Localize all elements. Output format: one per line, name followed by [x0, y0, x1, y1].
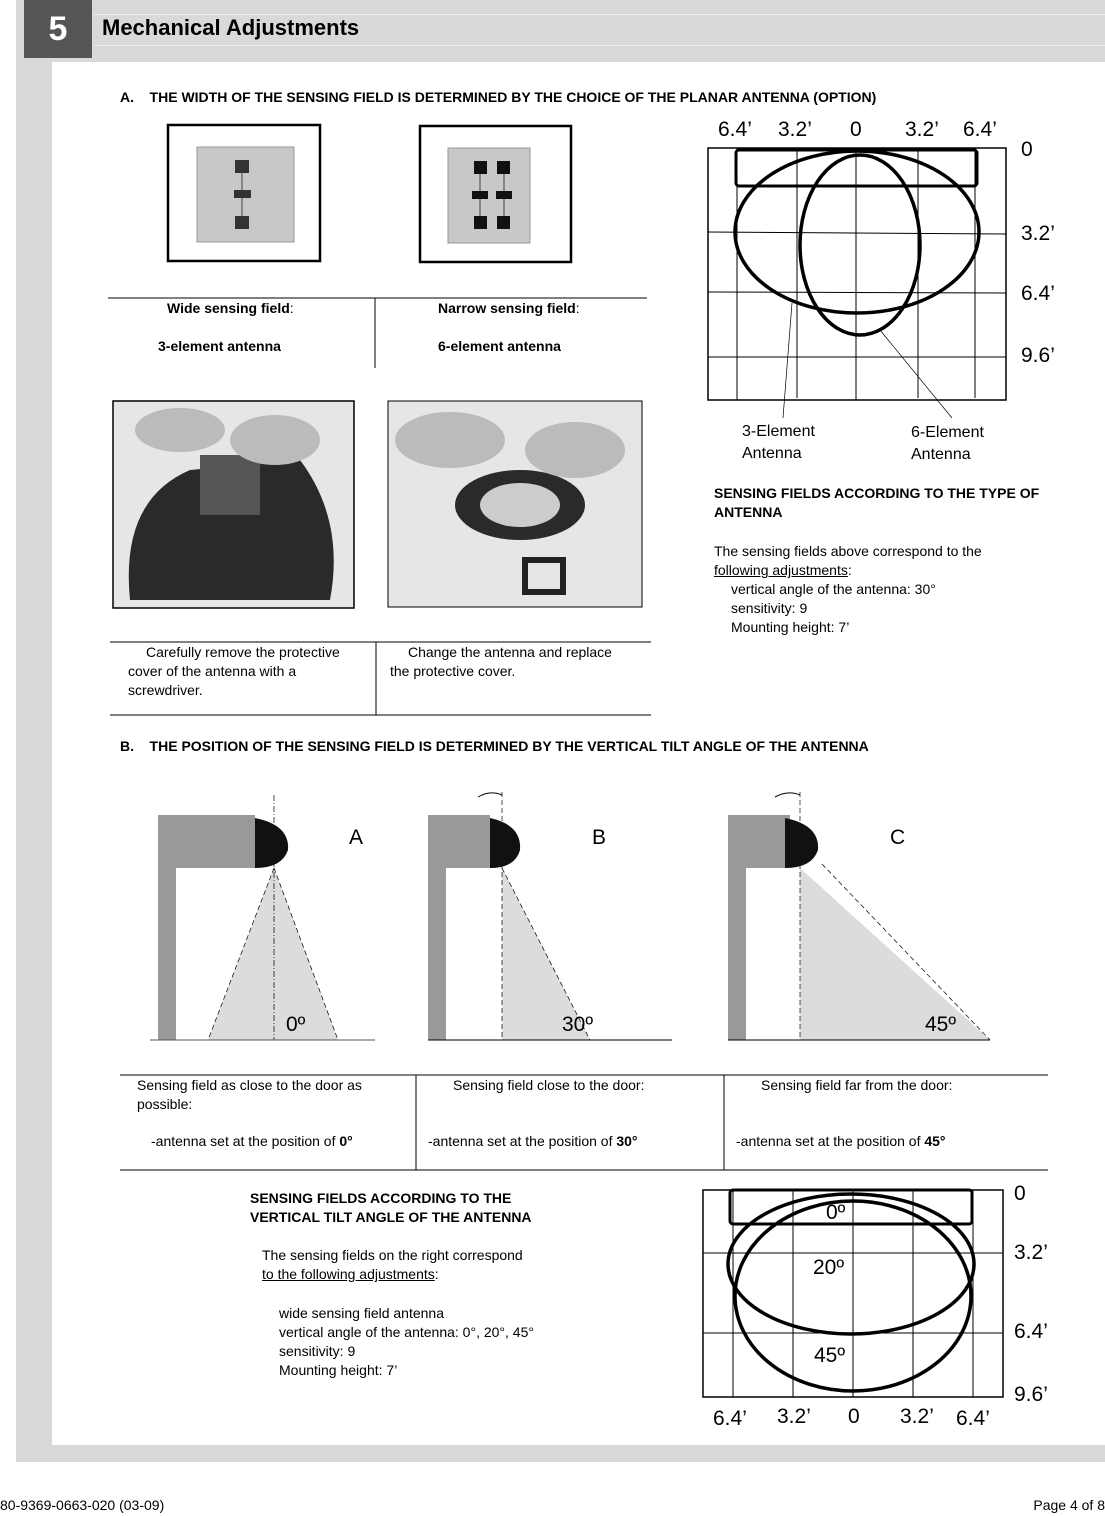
- part-a-heading: A. THE WIDTH OF THE SENSING FIELD IS DETERMINED BY THE CHOICE OF THE PLANAR ANTENNA (OPTION): [120, 89, 877, 105]
- tilt-info-item: wide sensing field antenna: [279, 1305, 445, 1321]
- three-element-antenna-image: [168, 125, 320, 261]
- page-number: Page 4 of 8: [1033, 1497, 1105, 1513]
- y-label: 9.6’: [1021, 344, 1055, 367]
- antenna-info-intro: The sensing fields above correspond to the: [714, 543, 982, 559]
- tilt-figure-c: [728, 792, 990, 1040]
- callout-3-element: [742, 421, 815, 465]
- y-label: 3.2’: [1021, 222, 1055, 245]
- x-label: 3.2’: [900, 1405, 934, 1428]
- x-label: 3.2’: [778, 118, 812, 141]
- antenna-info-item: vertical angle of the antenna: 30°: [731, 581, 936, 597]
- antenna-info-intro-link: following adjustments: [714, 562, 848, 578]
- doc-number: 80-9369-0663-020 (03-09): [0, 1497, 165, 1513]
- photo-change-antenna: [388, 401, 642, 607]
- step-change-antenna: Change the antenna and replace the protective cover.: [390, 644, 612, 679]
- y-label: 9.6’: [1014, 1383, 1048, 1406]
- figure-c-desc: Sensing field far from the door:: [761, 1077, 953, 1093]
- figure-b-setting: -antenna set at the position of: [428, 1133, 617, 1149]
- antenna-info-item: Mounting height: 7’: [731, 619, 850, 635]
- tilt-info-intro-link: to the following adjustments: [262, 1266, 435, 1282]
- figure-letter: B: [592, 826, 607, 849]
- antenna-field-diagram: [708, 148, 1006, 418]
- field-label: 20º: [813, 1256, 845, 1279]
- angle-label: 30º: [562, 1013, 594, 1036]
- figure-a-value: 0°: [339, 1133, 353, 1149]
- figure-b-desc: Sensing field close to the door:: [453, 1077, 645, 1093]
- antenna-info-title: SENSING FIELDS ACCORDING TO THE TYPE OF ANTENNA: [714, 485, 1040, 520]
- narrow-field-antenna: 6-element antenna: [438, 338, 561, 354]
- angle-label: 0º: [286, 1013, 306, 1036]
- tilt-info-item: vertical angle of the antenna: 0°, 20°, 45°: [279, 1324, 534, 1340]
- section-title: Mechanical Adjustments: [102, 15, 360, 40]
- y-label: 3.2’: [1014, 1241, 1048, 1264]
- wide-field-label: Wide sensing field: [167, 300, 290, 316]
- angle-label: 45º: [925, 1013, 957, 1036]
- x-label: 6.4’: [963, 118, 997, 141]
- antenna-info-item: sensitivity: 9: [731, 600, 808, 616]
- tilt-figure-b: [428, 792, 672, 1040]
- callout-line: Antenna: [911, 446, 971, 463]
- tilt-field-diagram: [703, 1190, 1003, 1397]
- field-label: 0º: [826, 1201, 846, 1224]
- x-label: 0: [850, 118, 862, 141]
- narrow-field-label: Narrow sensing field: [438, 300, 576, 316]
- tilt-info-item: Mounting height: 7’: [279, 1362, 398, 1378]
- tilt-figure-a: [150, 795, 375, 1040]
- callout-line: Antenna: [742, 445, 802, 462]
- figure-letter: A: [349, 826, 364, 849]
- callout-line: 6-Element: [911, 424, 984, 441]
- tilt-info-intro: The sensing fields on the right correspond: [262, 1247, 523, 1263]
- colon: :: [575, 300, 580, 316]
- colon: :: [434, 1266, 439, 1282]
- figure-b-value: 30°: [616, 1133, 638, 1149]
- y-label: 6.4’: [1021, 282, 1055, 305]
- part-b-heading: B. THE POSITION OF THE SENSING FIELD IS DETERMINED BY THE VERTICAL TILT ANGLE OF THE ANTENNA: [120, 738, 869, 754]
- field-label: 45º: [814, 1344, 846, 1367]
- figure-letter: C: [890, 826, 906, 849]
- figure-c-value: 45°: [924, 1133, 946, 1149]
- y-label: 0: [1014, 1182, 1026, 1205]
- x-label: 6.4’: [718, 118, 752, 141]
- x-label: 6.4’: [713, 1407, 747, 1430]
- six-element-field: [800, 155, 920, 335]
- photo-remove-cover: [113, 401, 354, 608]
- x-label: 3.2’: [905, 118, 939, 141]
- tilt-info-item: sensitivity: 9: [279, 1343, 356, 1359]
- x-label: 6.4’: [956, 1407, 990, 1430]
- y-label: 0: [1021, 138, 1033, 161]
- tilt-info-title: SENSING FIELDS ACCORDING TO THE: [250, 1190, 512, 1206]
- tilt-info-title: VERTICAL TILT ANGLE OF THE ANTENNA: [250, 1209, 532, 1225]
- step-remove-cover: Carefully remove the protective cover of the antenna with a screwdriver.: [128, 644, 340, 698]
- x-label: 0: [848, 1405, 860, 1428]
- x-label: 3.2’: [777, 1405, 811, 1428]
- figure-a-setting: -antenna set at the position of: [151, 1133, 340, 1149]
- figure-c-setting: -antenna set at the position of: [736, 1133, 925, 1149]
- figure-a-desc: Sensing field as close to the door as possible:: [137, 1077, 362, 1112]
- y-label: 6.4’: [1014, 1320, 1048, 1343]
- section-number: 5: [24, 0, 92, 58]
- six-element-antenna-image: [420, 126, 571, 262]
- wide-field-antenna: 3-element antenna: [158, 338, 281, 354]
- callout-line: 3-Element: [742, 423, 815, 440]
- colon: :: [847, 562, 852, 578]
- colon: :: [289, 300, 294, 316]
- callout-6-element: [911, 422, 984, 466]
